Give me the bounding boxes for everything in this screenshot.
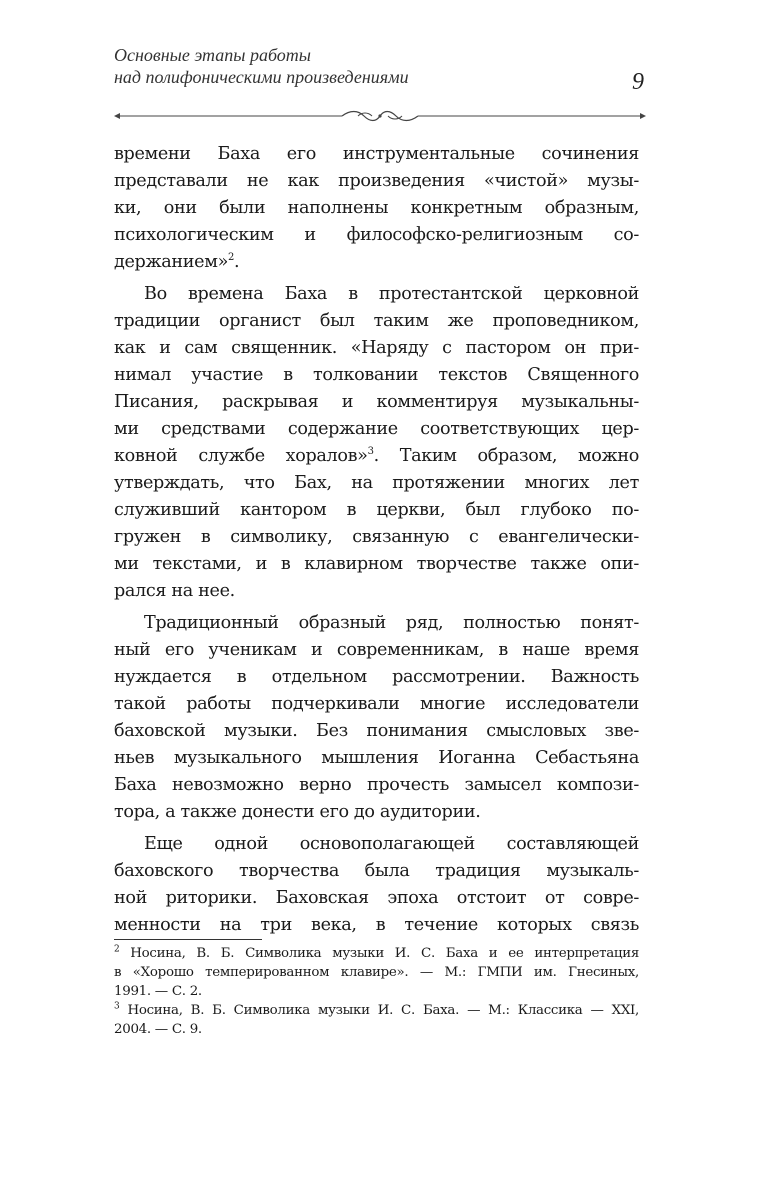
footnote-separator [114, 939, 262, 940]
ornamental-divider [114, 108, 646, 124]
footnote-3-line [114, 1001, 639, 1020]
running-title-line-2: над полифоническими произведениями [114, 67, 409, 87]
text-line: ми текстами, и в клавирном творчестве также опи- [114, 554, 639, 574]
text-line: как и сам священник. «Наряду с пастором он при- [114, 338, 639, 358]
footnote-2-line: в «Хорошо темперированном клавире». — М.: ГМПИ им. Гнесиных, [114, 965, 639, 980]
text-line: ный его ученикам и современникам, в наше время [114, 640, 639, 660]
text-line: ки, они были наполнены конкретным образным, [114, 198, 639, 218]
end-period: . [234, 252, 240, 272]
footnote-3-line: 2004. — С. 9. [114, 1022, 202, 1037]
running-title-line-1: Основные этапы работы [114, 45, 311, 65]
footnote-2-line [114, 944, 639, 963]
footnote-marker-3: 3 [114, 1001, 120, 1012]
text-fragment: . Таким образом, можно [373, 446, 639, 466]
footnote-ref-2[interactable]: 2 [228, 252, 235, 264]
text-line: менности на три века, в течение которых связь [114, 915, 639, 935]
text-line: Во времена Баха в протестантской церковной [144, 284, 639, 304]
running-title [114, 44, 409, 88]
footnote-ref-3[interactable]: 3 [367, 446, 374, 458]
body-text [114, 141, 639, 939]
text-fragment: держанием» [114, 252, 228, 272]
text-line: представали не как произведения «чистой» музы- [114, 171, 639, 191]
text-line: Баха невозможно верно прочесть замысел компози- [114, 775, 639, 795]
footnote-2-line: 1991. — С. 2. [114, 984, 202, 999]
running-head [114, 44, 646, 96]
text-line [114, 443, 639, 470]
text-line: Писания, раскрывая и комментируя музыкальны- [114, 392, 639, 412]
text-line: рался на нее. [114, 581, 235, 601]
text-fragment: ковной службе хоралов» [114, 446, 368, 466]
text-line: Традиционный образный ряд, полностью понят- [144, 613, 639, 633]
text-line: такой работы подчеркивали многие исследователи [114, 694, 639, 714]
text-line: баховской музыки. Без понимания смысловых зве- [114, 721, 639, 741]
text-line: Еще одной основополагающей составляющей [144, 834, 639, 854]
text-line: тора, а также донести его до аудитории. [114, 802, 481, 822]
footnote-text: Носина, В. Б. Символика музыки И. С. Баха. — М.: Классика — XXI, [119, 1003, 639, 1018]
footnote-text: Носина, В. Б. Символика музыки И. С. Баха и ее интерпретация [119, 946, 639, 961]
text-line: нимал участие в толковании текстов Священного [114, 365, 639, 385]
text-line: ньев музыкального мышления Иоганна Себастьяна [114, 748, 639, 768]
text-line: ми средствами содержание соответствующих цер- [114, 419, 639, 439]
text-line [114, 249, 639, 276]
text-line: служивший кантором в церкви, был глубоко по- [114, 500, 639, 520]
text-line: баховского творчества была традиция музыкаль- [114, 861, 639, 881]
footnote-marker-2: 2 [114, 944, 120, 955]
footnotes [114, 944, 639, 1039]
text-line: нуждается в отдельном рассмотрении. Важность [114, 667, 639, 687]
text-line: утверждать, что Бах, на протяжении многих лет [114, 473, 639, 493]
page-number: 9 [632, 69, 644, 95]
text-line: психологическим и философско-религиозным со- [114, 225, 639, 245]
text-line: ной риторики. Баховская эпоха отстоит от совре- [114, 888, 639, 908]
text-line: времени Баха его инструментальные сочинения [114, 144, 639, 164]
text-line: гружен в символику, связанную с евангелически- [114, 527, 639, 547]
text-line: традиции органист был таким же проповедником, [114, 311, 639, 331]
